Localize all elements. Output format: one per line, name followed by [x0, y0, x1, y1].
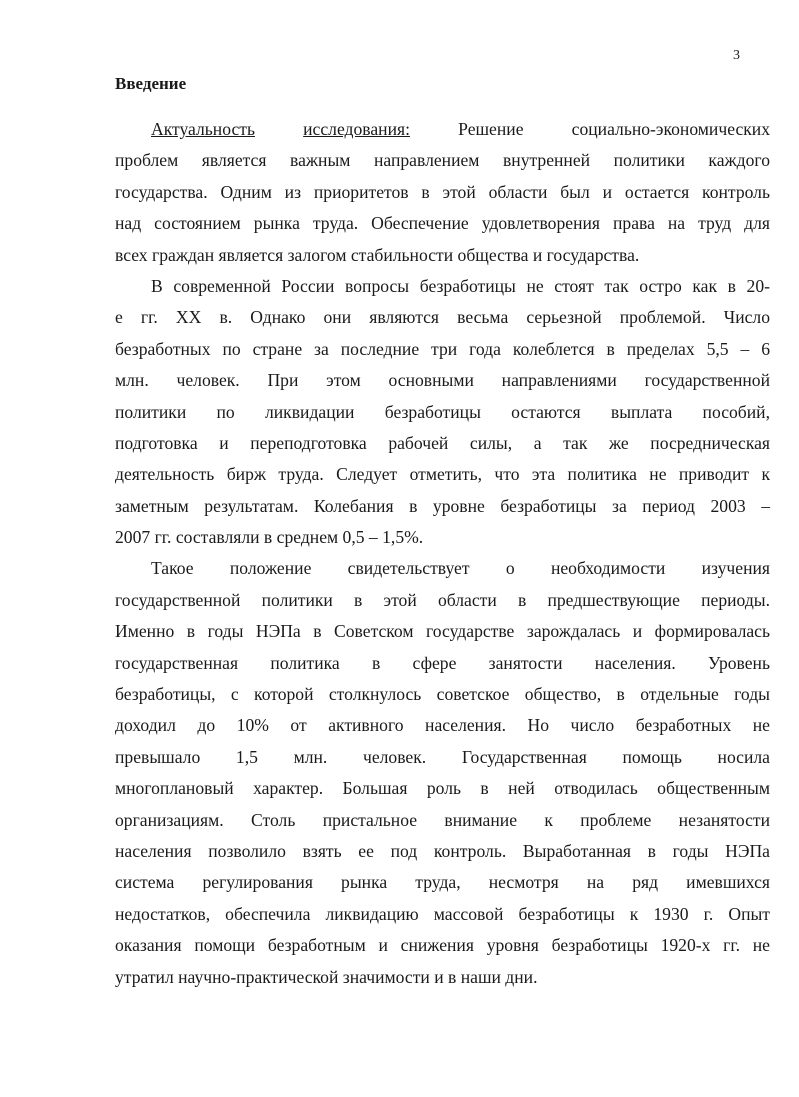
- paragraph-2-line: заметным результатам. Колебания в уровне безработицы за период 2003 –: [115, 495, 770, 516]
- paragraph-3-line: безработицы, с которой столкнулось советское общество, в отдельные годы: [115, 684, 770, 705]
- paragraph-3-line: оказания помощи безработным и снижения уровня безработицы 1920-х гг. не: [115, 935, 770, 956]
- paragraph-2-line: безработных по стране за последние три года колеблется в пределах 5,5 – 6: [115, 338, 770, 359]
- paragraph-3-line: недостатков, обеспечила ликвидацию массовой безработицы к 1930 г. Опыт: [115, 903, 770, 924]
- page-number: 3: [733, 48, 740, 63]
- paragraph-2-line: политики по ликвидации безработицы остаются выплата пособий,: [115, 401, 770, 422]
- paragraph-3-line: доходил до 10% от активного населения. Но число безработных не: [115, 715, 770, 736]
- underlined-label-word: исследования:: [303, 119, 410, 139]
- paragraph-1-line: над состоянием рынка труда. Обеспечение удовлетворения права на труд для: [115, 213, 770, 234]
- line-text: Решение социально-экономических: [458, 119, 771, 139]
- paragraph-2-line: 2007 гг. составляли в среднем 0,5 – 1,5%.: [115, 527, 424, 548]
- paragraph-2-line: подготовка и переподготовка рабочей силы, а так же посредническая: [115, 432, 770, 453]
- section-title: Введение: [115, 74, 187, 93]
- paragraph-3-line: государственная политика в сфере занятости населения. Уровень: [115, 652, 770, 673]
- paragraph-3-line: утратил научно-практической значимости и в наши дни.: [115, 966, 538, 987]
- document-body: [115, 114, 770, 993]
- paragraph-3-line: организациям. Столь пристальное внимание к проблеме незанятости: [115, 809, 770, 830]
- paragraph-2-line: В современной России вопросы безработицы не стоят так остро как в 20-: [151, 275, 770, 296]
- paragraph-2-line: млн. человек. При этом основными направлениями государственной: [115, 370, 770, 391]
- paragraph-2-line: е гг. XX в. Однако они являются весьма серьезной проблемой. Число: [115, 307, 770, 328]
- paragraph-1-line: государства. Одним из приоритетов в этой области был и остается контроль: [115, 181, 770, 202]
- paragraph-3-line: многоплановый характер. Большая роль в ней отводилась общественным: [115, 778, 770, 799]
- paragraph-1-line: проблем является важным направлением внутренней политики каждого: [115, 150, 770, 171]
- paragraph-2-line: деятельность бирж труда. Следует отметить, что эта политика не приводит к: [115, 464, 770, 485]
- paragraph-3-line: государственной политики в этой области в предшествующие периоды.: [115, 589, 770, 610]
- paragraph-1-line: всех граждан является залогом стабильности общества и государства.: [115, 244, 640, 265]
- paragraph-3-line: Такое положение свидетельствует о необходимости изучения: [151, 558, 770, 579]
- paragraph-3-line: превышало 1,5 млн. человек. Государственная помощь носила: [115, 746, 770, 767]
- paragraph-3-line: Именно в годы НЭПа в Советском государстве зарождалась и формировалась: [115, 621, 770, 642]
- underlined-label-word: Актуальность: [151, 119, 255, 139]
- paragraph-1-line: [115, 114, 770, 145]
- paragraph-3-line: система регулирования рынка труда, несмотря на ряд имевшихся: [115, 872, 770, 893]
- paragraph-3-line: населения позволило взять ее под контроль. Выработанная в годы НЭПа: [115, 840, 770, 861]
